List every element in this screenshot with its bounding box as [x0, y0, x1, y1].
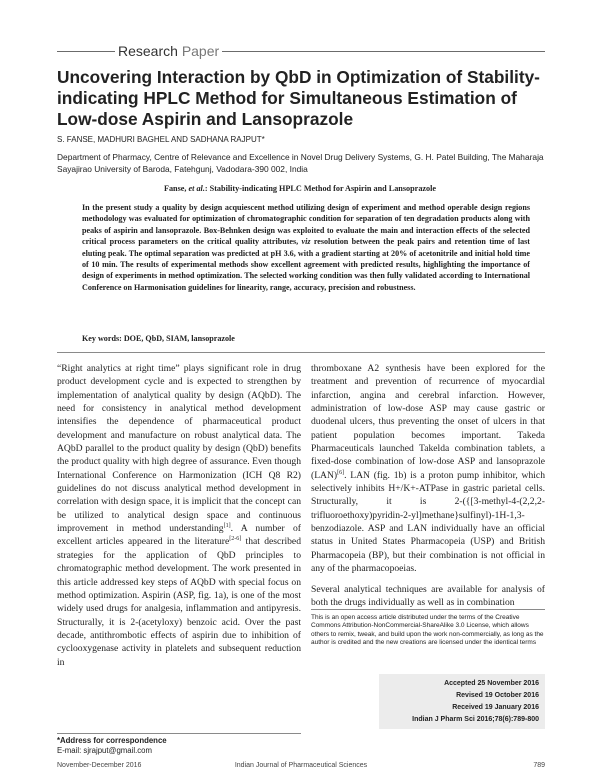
abstract-viz: viz	[301, 237, 311, 247]
citation-ref[interactable]: [2-6]	[229, 536, 242, 543]
revised-date: Revised 19 October 2016	[456, 692, 539, 699]
body-column-left	[57, 362, 301, 669]
keywords-label: Key words:	[82, 334, 124, 343]
footer-journal: Indian Journal of Pharmaceutical Sciences	[234, 762, 368, 769]
body-text: “Right analytics at right time” plays significant role in drug product development cycle and is expected to strengthen by implementation of analytical quality by design (AQbD). The need for consistency in analytical method development intensifies the dependence of pharmaceutical product development and manufacture on robust analytical data. The AQbD parallel to the product quality by design (QbD) benefits the product quality with high degree of assurance. Even though International Conference on Harmonization (ICH Q8 R2) guidelines do not discuss analytical method development in correlation with design space, it is implicit that the concept can be utilized to analytical design space and continuous improvement in method understanding	[57, 363, 301, 535]
abstract-text-1: In the present study a quality by design acquiescent method utilizing design of experiment and method operable design regions methodology was evaluated for optimization of chromatographic condition for separation of ten degradation products along with peaks of aspirin and lansoprazole. Box-Behnken design was exploited to evaluate the main and interaction effects of the selected critical process parameters on the critical quality attributes,	[82, 203, 530, 247]
section-label-paper: Paper	[181, 43, 220, 59]
running-title-text: : Stability-indicating HPLC Method for Aspirin and Lansoprazole	[204, 184, 437, 193]
citation-ref[interactable]: [1]	[223, 523, 231, 530]
correspondence-block	[57, 733, 301, 756]
section-header	[57, 44, 545, 60]
body-paragraph: Several analytical techniques are available for analysis of both the drugs individually as well as in combination	[311, 583, 545, 608]
body-paragraph	[57, 362, 301, 669]
body-text: thromboxane A2 synthesis have been explored for the treatment and prevention of recurrence of myocardial infarction, angina and cerebral infarction. However, administration of low-dose ASP may cause gastric or duodenal ulcers, thus preventing the onset of ulcers in that patient population becomes important. Takeda Pharmaceuticals launched Takelda combination tablets, a fixed-dose combination of low-dose ASP and lansoprazole (LAN)	[311, 363, 545, 481]
running-title-authors: Fanse,	[163, 184, 189, 193]
footer-issue: November-December 2016	[57, 762, 142, 769]
running-title	[0, 184, 600, 193]
running-title-etal: et al.	[188, 184, 205, 193]
license-divider	[311, 609, 545, 610]
body-text: that described strategies for the application of QbD principles to chromatographic method development. The work presented in this article addressed key steps of AQbD with special focus on method optimization. Aspirin (ASP, fig. 1a), is one of the most widely used drugs for analgesia, inflammation and antipyresis. Structurally, it is 2-(acetyloxy) benzoic acid. Over the past decade, antithrombotic effects of aspirin due to inhibition of cyclooxygenase activity in platelets and subsequent reduction in	[57, 536, 301, 668]
journal-citation: Indian J Pharm Sci 2016;78(6):789-800	[412, 716, 539, 723]
body-text: . A number of excellent articles appeared in the literature	[57, 523, 301, 548]
correspondence-label: *Address for correspondence	[57, 736, 167, 745]
keywords	[82, 334, 235, 343]
correspondence-email[interactable]: E-mail: sjrajput@gmail.com	[57, 746, 153, 755]
body-paragraph	[311, 362, 545, 576]
received-date: Received 19 January 2016	[452, 704, 539, 711]
article-title: Uncovering Interaction by QbD in Optimization of Stability-indicating HPLC Method for Simultaneous Estimation of Low-dose Aspirin and Lansoprazole	[57, 67, 540, 129]
correspondence-divider	[57, 733, 301, 734]
footer-page-number: 789	[533, 762, 545, 769]
author-list: S. FANSE, MADHURI BAGHEL AND SADHANA RAJPUT*	[57, 135, 265, 144]
section-label-research: Research	[118, 43, 182, 59]
abstract	[82, 202, 530, 293]
affiliation: Department of Pharmacy, Centre of Relevance and Excellence in Novel Drug Delivery Systems, G. H. Patel Building, The Maharaja Sayajirao University of Baroda, Fatehgunj, Vadodara-390 002, India	[57, 152, 544, 174]
keywords-value: DOE, QbD, SIAM, lansoprazole	[123, 334, 235, 343]
keywords-divider	[57, 352, 545, 353]
page-footer	[57, 762, 545, 773]
body-text: . LAN (fig. 1b) is a proton pump inhibitor, which selectively inhibits H+/K+-ATPase in gastric parietal cells. Structurally, it is 2-({[3-methyl-4-(2,2,2-trifluoroethoxy)pyridin-2-yl]methane}sulfinyl)-1H-1,3-benzodiazole. ASP and LAN individually have an official status in United States Pharmacopeia (USP) and British Pharmacopeia (BP), but their combination is not official in any of the pharmacopoeias.	[311, 469, 545, 575]
accepted-date: Accepted 25 November 2016	[444, 680, 539, 687]
abstract-text-2: resolution between the peak pairs and retention time of last eluting peak. The optimal separation was predicted at pH 3.6, with a gradient starting at 20% of acetonitrile and initial hold time of 10 min. The results of experimental methods show excellent agreement with predicted results, highlighting the importance of design of experiments in method optimization. The selected working condition was then fully validated according to International Conference on Harmonisation guidelines for linearity, range, accuracy, precision and robustness.	[82, 237, 530, 292]
article-dates-box	[379, 674, 545, 729]
body-column-right	[311, 362, 545, 609]
license-notice: This is an open access article distributed under the terms of the Creative Commons Attribution-NonCommercial-ShareAlike 3.0 License, which allows others to remix, tweak, and build upon the work non-commercially, as long as the author is credited and the new creations are licensed under the identical terms	[311, 614, 544, 647]
citation-ref[interactable]: [6]	[337, 469, 345, 476]
section-label	[115, 44, 222, 59]
